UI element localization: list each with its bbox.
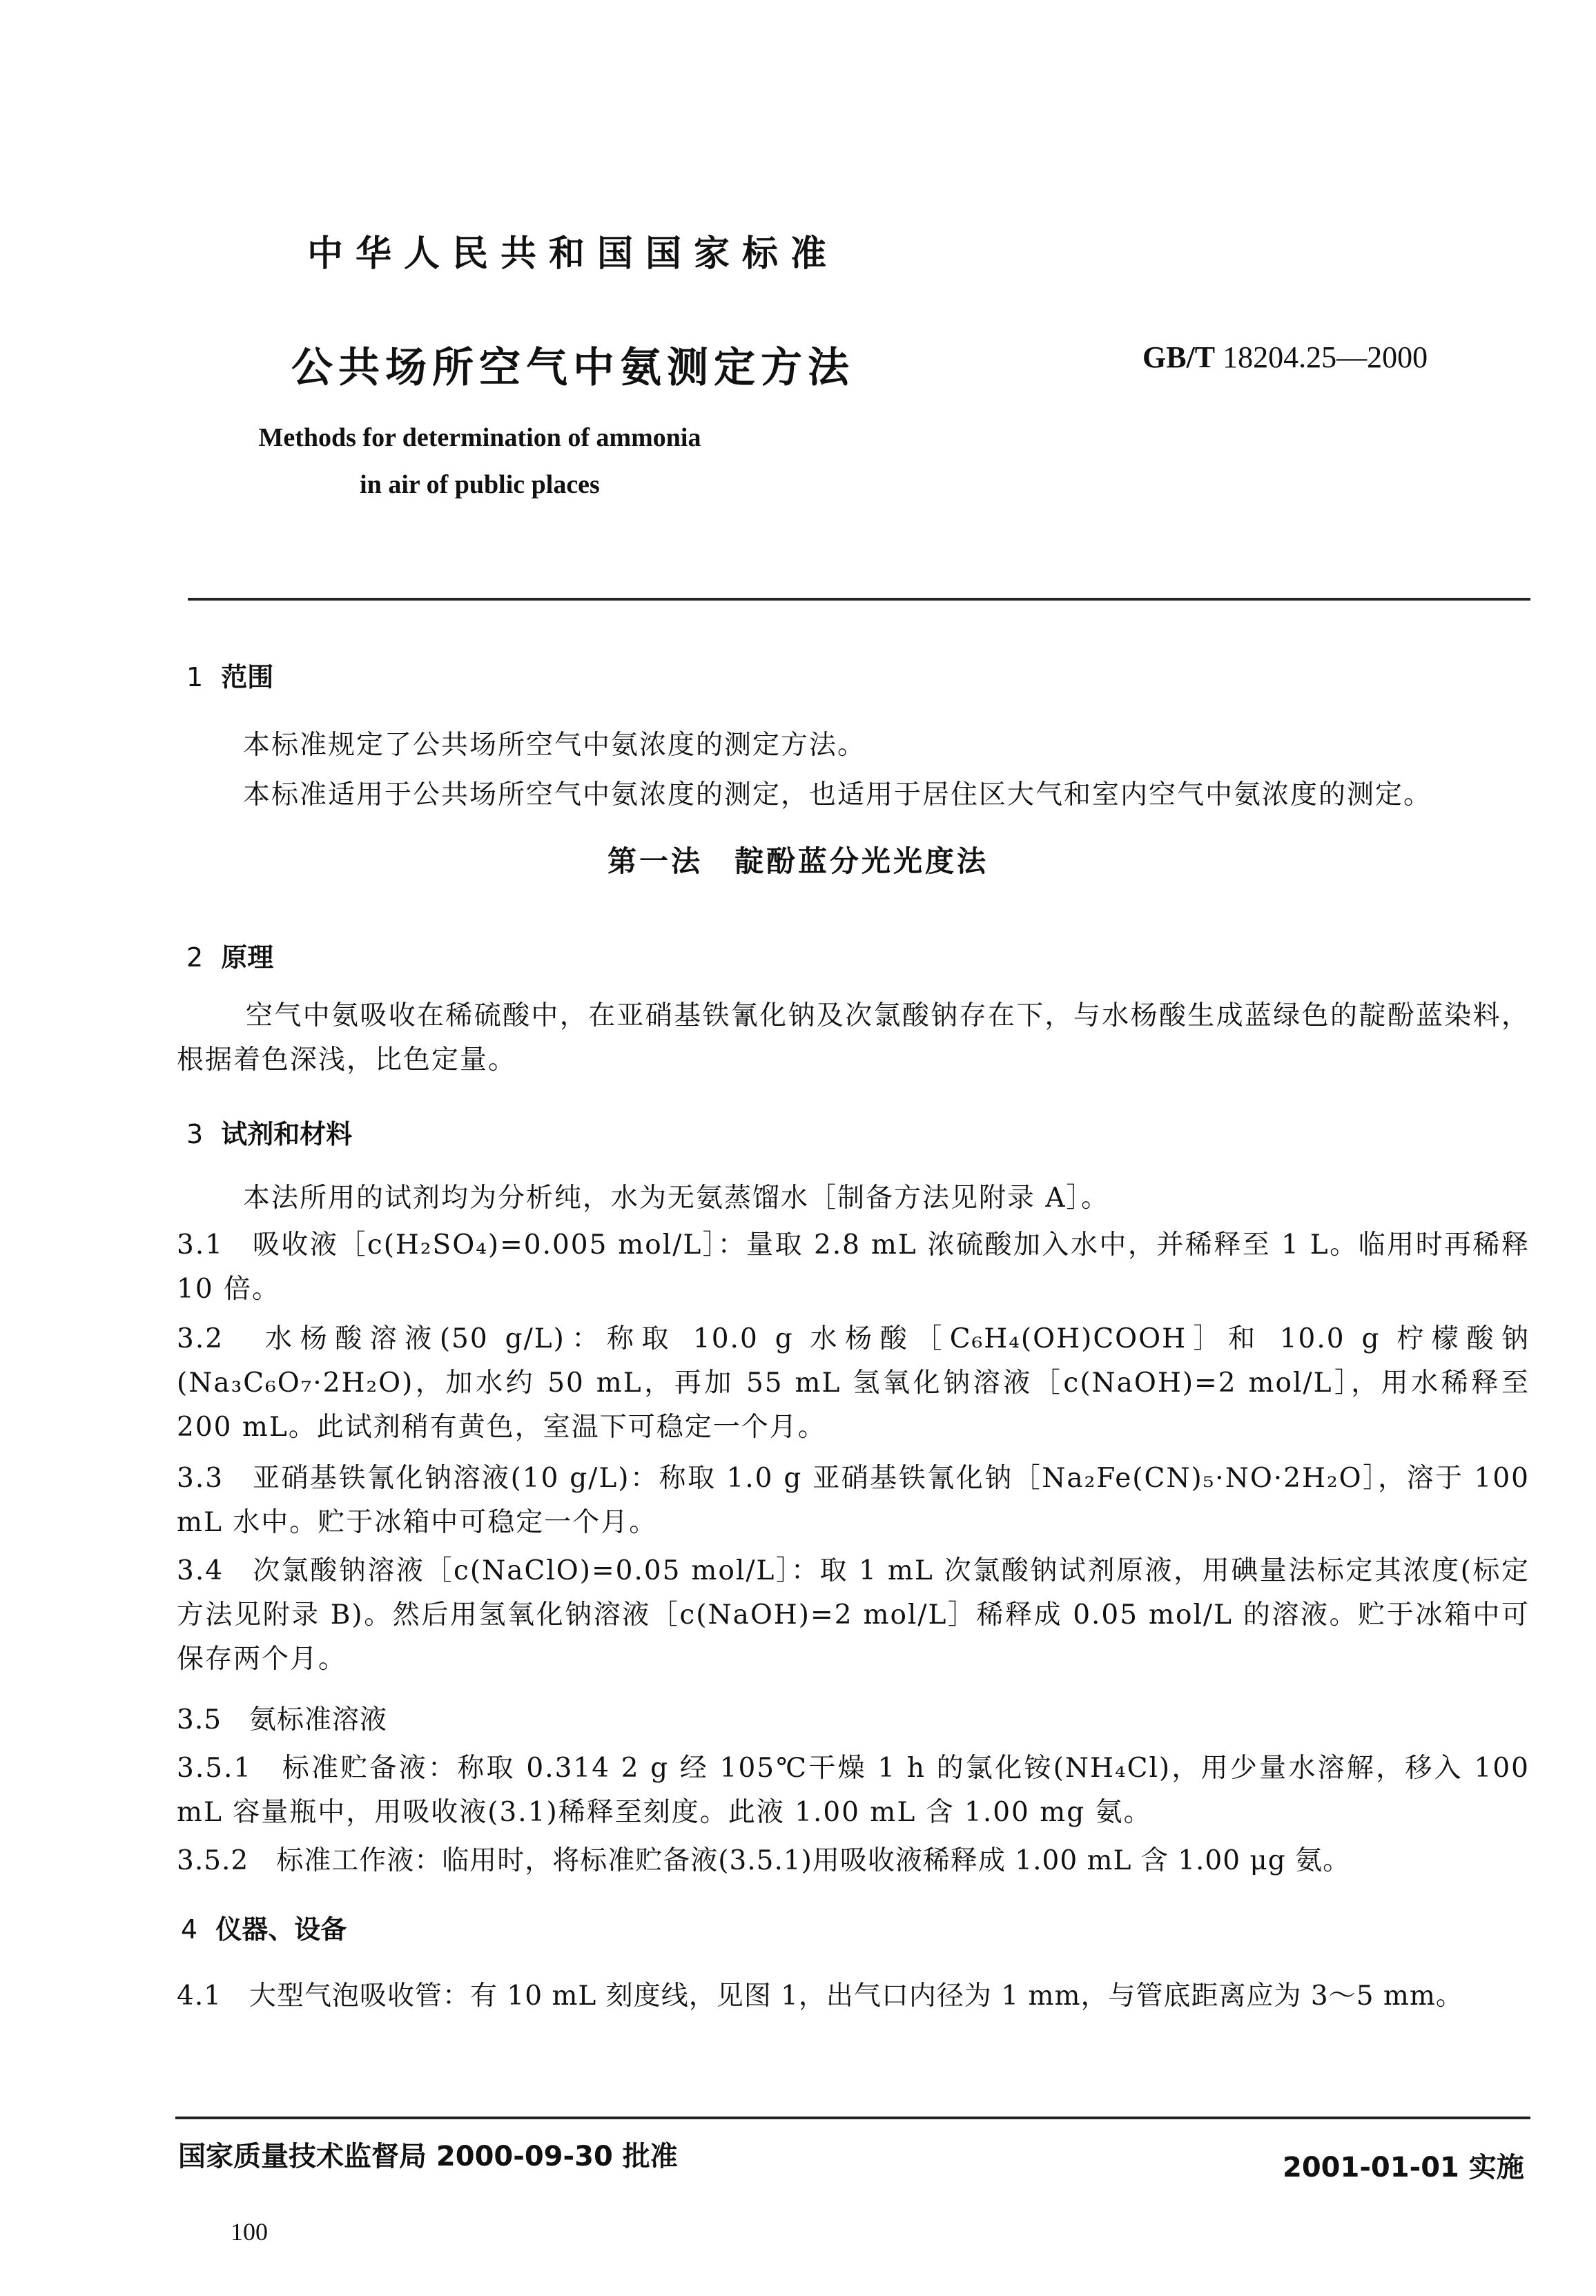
method-title: 第一法 靛酚蓝分光光度法 — [607, 844, 989, 878]
section-4-heading — [181, 1908, 347, 1946]
footer-divider — [175, 2117, 1530, 2119]
standard-code-number: 18204.25—2000 — [1215, 340, 1428, 374]
principle-paragraph: 空气中氨吸收在稀硫酸中，在亚硝基铁氰化钠及次氯酸钠存在下，与水杨酸生成蓝绿色的靛酚蓝染料，根据着色深浅，比色定量。 — [177, 1000, 1530, 1076]
section-number: 1 — [186, 662, 204, 692]
clause-3-3: 3.3 亚硝基铁氰化钠溶液(10 g/L)：称取 1.0 g 亚硝基铁氰化钠［Na₂Fe(CN)₅·NO·2H₂O］，溶于 100 mL 水中。贮于冰箱中可稳定一个月。 — [177, 1463, 1530, 1538]
english-title-line-1: Methods for determination of ammonia — [258, 423, 701, 452]
clause-3-4: 3.4 次氯酸钠溶液［c(NaClO)=0.05 mol/L］：取 1 mL 次氯酸钠试剂原液，用碘量法标定其浓度(标定方法见附录 B)。然后用氢氧化钠溶液［c(NaOH)=2 mol/L］稀释成 0.05 mol/L 的溶液。贮于冰箱中可保存两个月。 — [177, 1555, 1530, 1675]
page-number: 100 — [231, 2218, 268, 2246]
section-number: 4 — [181, 1914, 198, 1945]
standard-code — [1142, 340, 1428, 375]
clause-3-2: 3.2 水杨酸溶液(50 g/L)：称取 10.0 g 水杨酸［C₆H₄(OH)COOH］和 10.0 g 柠檬酸钠(Na₃C₆O₇·2H₂O)，加水约 50 mL，再加 55 mL 氢氧化钠溶液［c(NaOH)=2 mol/L］，用水稀释至 200 mL。此试剂稍有黄色，室温下可稳定一个月。 — [177, 1323, 1530, 1443]
clause-3-5: 3.5 氨标准溶液 — [177, 1704, 388, 1735]
section-title: 试剂和材料 — [221, 1119, 353, 1149]
clause-3-1: 3.1 吸收液［c(H₂SO₄)=0.005 mol/L］：量取 2.8 mL 浓硫酸加入水中，并稀释至 1 L。临用时再稀释 10 倍。 — [177, 1229, 1530, 1305]
clause-4-1: 4.1 大型气泡吸收管：有 10 mL 刻度线，见图 1，出气口内径为 1 mm，与管底距离应为 3～5 mm。 — [177, 1981, 1463, 2012]
effective-date: 2001-01-01 实施 — [1283, 2152, 1524, 2183]
approval-line: 国家质量技术监督局 2000-09-30 批准 — [178, 2141, 678, 2172]
section-title: 原理 — [221, 942, 274, 973]
section-3-heading — [186, 1113, 352, 1151]
clause-3-5-2: 3.5.2 标准工作液：临用时，将标准贮备液(3.5.1)用吸收液稀释成 1.00 mL 含 1.00 μg 氨。 — [177, 1845, 1351, 1876]
header-divider — [188, 598, 1530, 601]
scope-paragraph-2: 本标准适用于公共场所空气中氨浓度的测定，也适用于居住区大气和室内空气中氨浓度的测定。 — [243, 779, 1432, 810]
national-standard-title: 中华人民共和国国家标准 — [306, 233, 839, 275]
section-title: 范围 — [221, 662, 274, 692]
section-2-heading — [186, 936, 273, 974]
clause-3-5-1: 3.5.1 标准贮备液：称取 0.314 2 g 经 105℃干燥 1 h 的氯化铵(NH₄Cl)，用少量水溶解，移入 100 mL 容量瓶中，用吸收液(3.1)稀释至刻度。此液 1.00 mL 含 1.00 mg 氨。 — [177, 1753, 1530, 1828]
section-title: 仪器、设备 — [215, 1914, 347, 1945]
section-number: 3 — [186, 1119, 204, 1149]
section-1-heading — [186, 656, 273, 694]
standard-code-prefix: GB/T — [1142, 340, 1216, 374]
document-title: 公共场所空气中氨测定方法 — [291, 344, 855, 392]
scope-paragraph-1: 本标准规定了公共场所空气中氨浓度的测定方法。 — [243, 730, 866, 761]
reagents-intro: 本法所用的试剂均为分析纯，水为无氨蒸馏水［制备方法见附录 A］。 — [243, 1183, 1110, 1214]
english-title-line-2: in air of public places — [360, 470, 600, 499]
section-number: 2 — [186, 942, 204, 973]
